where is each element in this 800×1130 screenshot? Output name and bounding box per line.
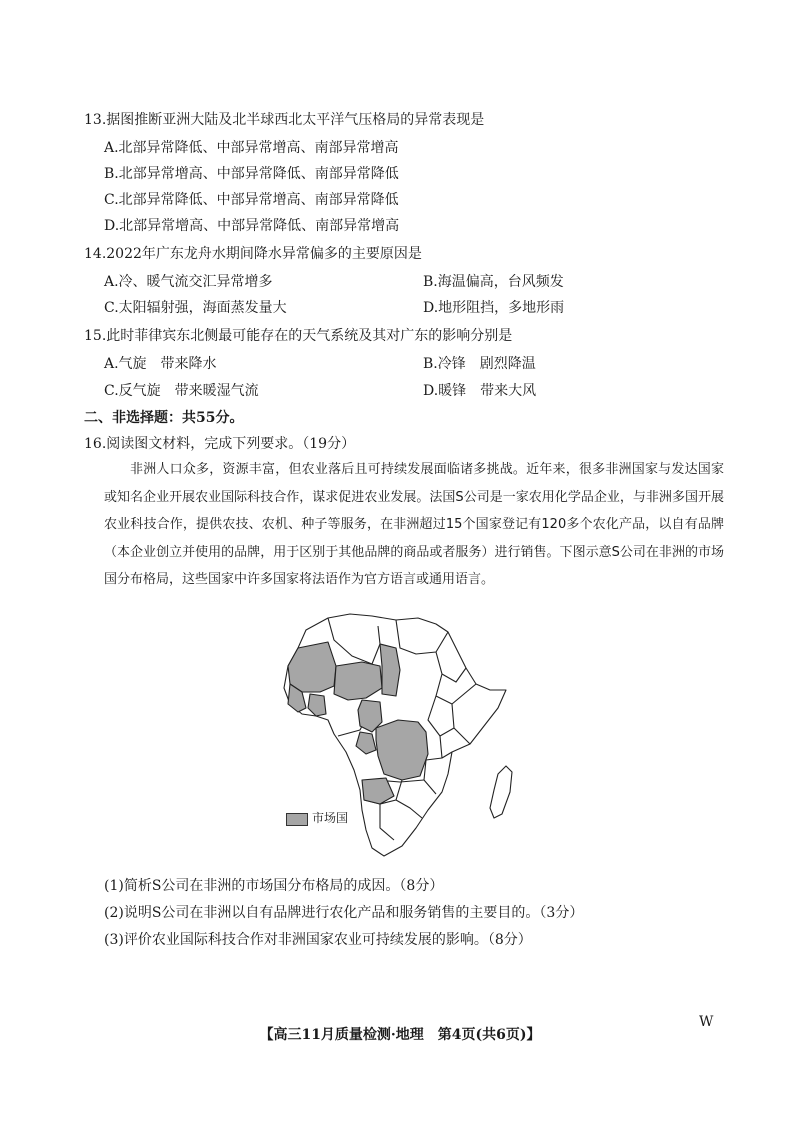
question-14-stem: 14.2022年广东龙舟水期间降水异常偏多的主要原因是 [84,246,422,262]
question-13-option-d: D.北部异常增高、中部异常降低、南部异常增高 [104,218,400,234]
question-13-stem: 13.据图推断亚洲大陆及北半球西北太平洋气压格局的异常表现是 [84,112,485,128]
question-15-option-a: A.气旋 带来降水 [104,356,217,372]
question-13-option-b: B.北部异常增高、中部异常降低、南部异常降低 [104,166,399,182]
legend-label: 市场国 [312,811,349,825]
section-2-heading: 二、非选择题：共55分。 [84,410,244,426]
question-15-stem: 15.此时菲律宾东北侧最可能存在的天气系统及其对广东的影响分别是 [84,328,513,344]
market-country-drc [376,720,428,780]
question-14-option-d: D.地形阻挡，多地形雨 [423,300,565,316]
question-16-part-3: (3)评价农业国际科技合作对非洲国家农业可持续发展的影响。（8分） [104,932,532,948]
market-country-mali-region [288,642,336,692]
material-paragraph: 非洲人口众多，资源丰富，但农业落后且可持续发展面临诸多挑战。近年来，很多非洲国家与发达国家或知名企业开展农业国际科技合作，谋求促进农业发展。法国S公司是一家农用化学品企业，与非洲多国开展农业科技合作，提供农技、农机、种子等服务，在非洲超过15个国家登记有120多个农化产品，以自有品牌（本企业创立并使用的品牌，用于区别于其他品牌的商品或者服务）进行销售。下图示意S公司在非洲的市场国分布格局，这些国家中许多国家将法语作为官方语言或通用语言。 [104,462,724,587]
question-15-option-d: D.暖锋 带来大风 [423,383,537,399]
legend-swatch [286,813,308,826]
question-15-option-c: C.反气旋 带来暖湿气流 [104,383,259,399]
question-14-option-c: C.太阳辐射强，海面蒸发量大 [104,300,287,316]
question-14-option-b: B.海温偏高，台风频发 [423,274,564,290]
question-13-option-a: A.北部异常降低、中部异常增高、南部异常增高 [104,140,399,156]
question-13-option-c: C.北部异常降低、中部异常增高、南部异常降低 [104,192,399,208]
question-14-option-a: A.冷、暖气流交汇异常增多 [104,274,273,290]
market-country-chad-region [380,644,400,696]
question-16-stem: 16.阅读图文材料，完成下列要求。（19分） [84,436,356,452]
question-16-part-1: (1)简析S公司在非洲的市场国分布格局的成因。（8分） [104,878,444,894]
question-16-material [104,456,724,594]
question-15-option-b: B.冷锋 剧烈降温 [423,356,536,372]
corner-mark: W [699,1014,714,1030]
madagascar-shape [490,766,512,818]
page-footer: 【高三11月质量检测·地理 第4页(共6页)】 [259,1027,541,1043]
question-16-part-2: (2)说明S公司在非洲以自有品牌进行农化产品和服务销售的主要目的。（3分） [104,905,584,921]
